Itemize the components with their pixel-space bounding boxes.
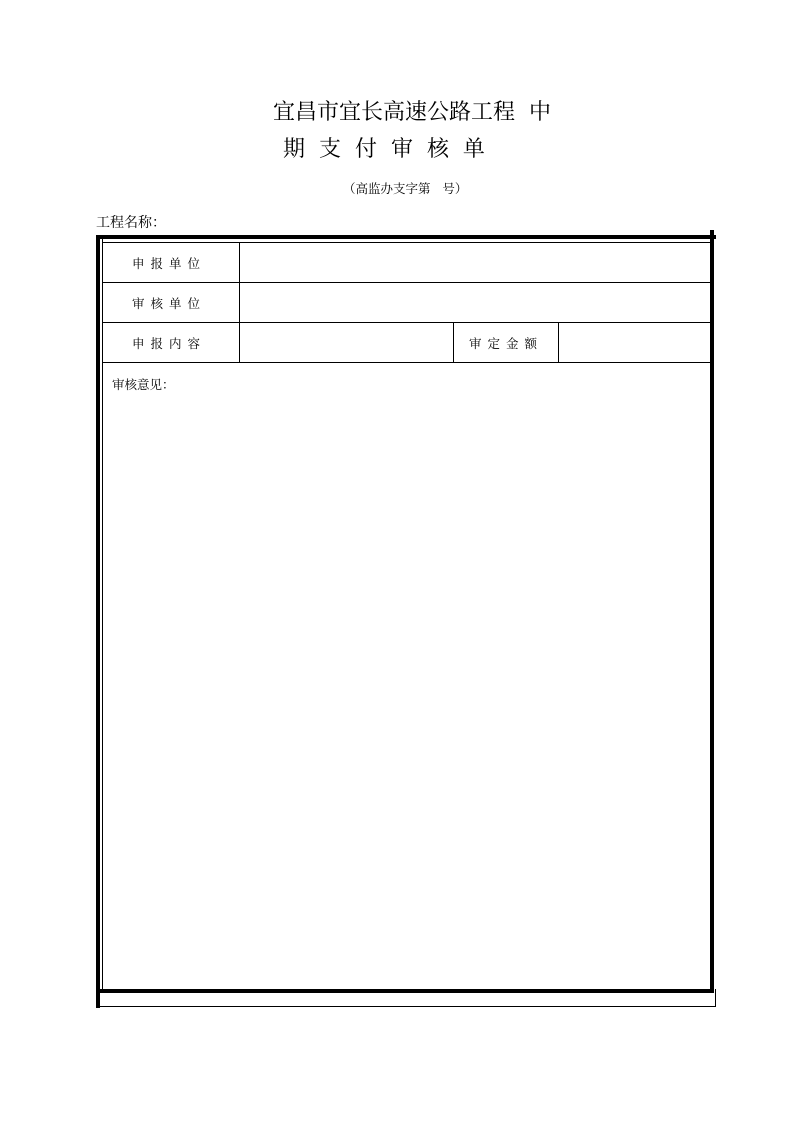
title-line-1: 宜昌市宜长高速公路工程 中 bbox=[273, 100, 551, 125]
inner-top-line bbox=[102, 242, 711, 243]
review-opinion-label: 审核意见： bbox=[112, 377, 175, 392]
approved-amount-value-cell[interactable] bbox=[560, 324, 709, 361]
row-divider-3 bbox=[102, 362, 711, 363]
frame-top-border bbox=[96, 235, 716, 239]
review-form-table bbox=[96, 235, 716, 1008]
row-divider-1 bbox=[102, 282, 711, 283]
frame-left-border bbox=[96, 235, 100, 1008]
document-number: （高监办支字第 号） bbox=[343, 181, 468, 196]
row-label-reviewer: 审核单位 bbox=[132, 296, 207, 311]
row-label-approved-amount: 审定金额 bbox=[469, 336, 544, 351]
column-divider-middle bbox=[453, 322, 454, 363]
row-divider-2 bbox=[102, 322, 711, 323]
row-label-applicant: 申报单位 bbox=[132, 256, 207, 271]
frame-bottom-border bbox=[96, 989, 714, 993]
reviewer-value-cell[interactable] bbox=[241, 284, 709, 321]
column-divider-amount bbox=[558, 322, 559, 363]
row-label-content: 申报内容 bbox=[132, 336, 207, 351]
project-name-label: 工程名称： bbox=[96, 215, 166, 231]
content-value-cell[interactable] bbox=[241, 324, 452, 361]
frame-right-border bbox=[710, 230, 714, 990]
inner-left-border bbox=[102, 239, 103, 989]
review-opinion-area[interactable] bbox=[104, 395, 709, 985]
frame-right-thin bbox=[715, 989, 716, 1007]
title-line-2: 期 支 付 审 核 单 bbox=[283, 137, 485, 162]
applicant-value-cell[interactable] bbox=[241, 244, 709, 281]
column-divider-label bbox=[239, 242, 240, 363]
frame-bottom-thin bbox=[96, 1006, 716, 1007]
